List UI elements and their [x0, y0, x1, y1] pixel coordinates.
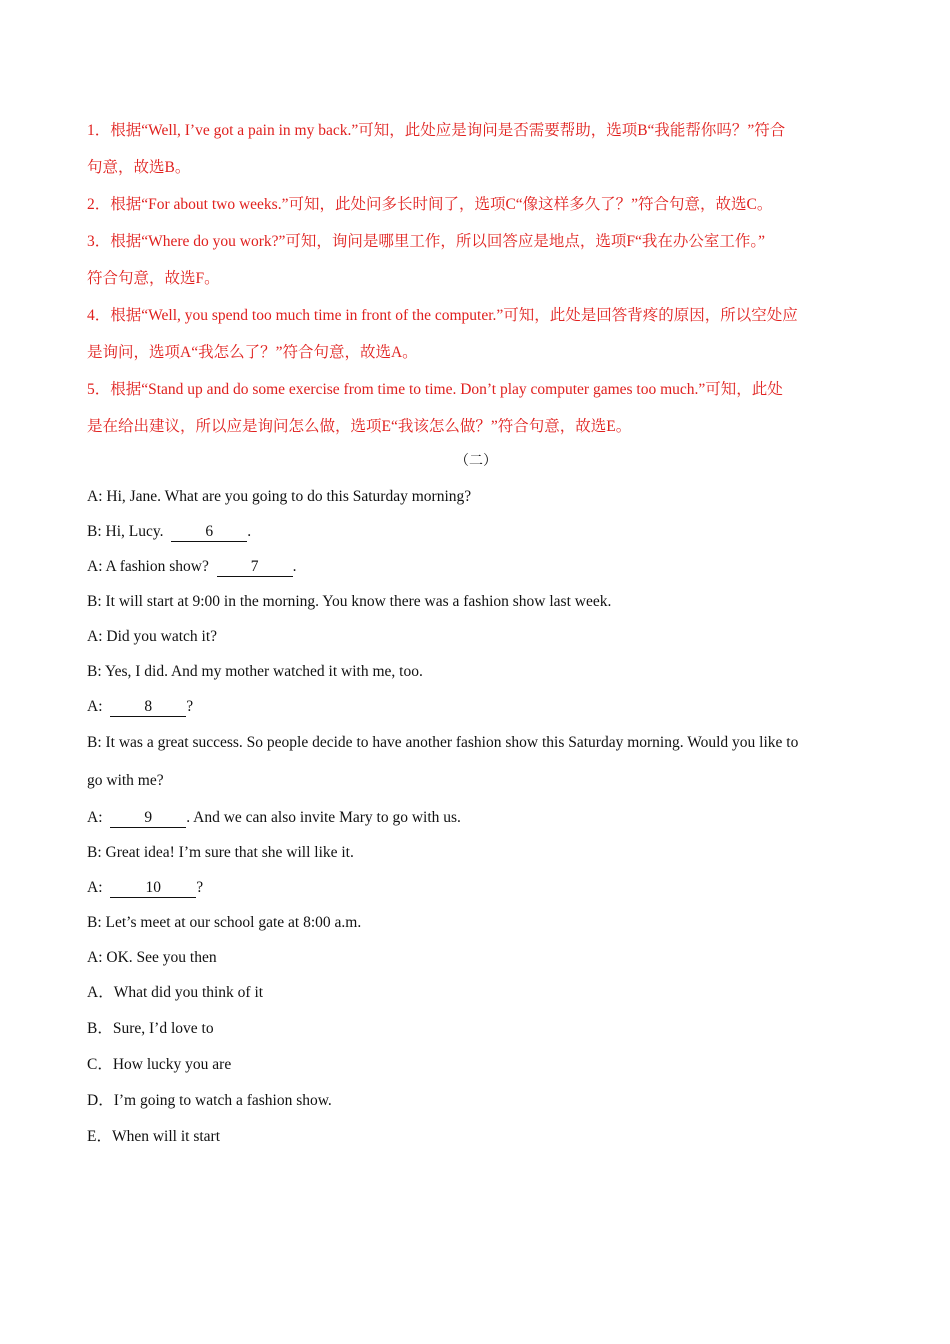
- option-c: C．How lucky you are: [87, 1056, 232, 1073]
- blank-6: 6: [171, 523, 247, 542]
- explanations-block: [87, 112, 865, 445]
- blank-8: 8: [110, 698, 186, 717]
- explanation-2-line-1: 2．根据“For about two weeks.”可知，此处问多长时间了，选项C“像这样多久了？”符合句意，故选C。: [87, 196, 773, 213]
- dialogue-line-3-end: .: [292, 558, 297, 575]
- dialogue-line-10: B: Great idea! I’m sure that she will like it.: [87, 844, 354, 861]
- dialogue-line-12: B: Let’s meet at our school gate at 8:00 a.m.: [87, 914, 362, 931]
- dialogue-line-11-end: ?: [196, 879, 204, 896]
- dialogue-line-3: [87, 549, 865, 584]
- blank-9: 9: [110, 809, 186, 828]
- dialogue-line-8b: go with me?: [87, 772, 164, 789]
- explanation-1-line-2: 句意，故选B。: [87, 159, 191, 176]
- dialogue-line-13: A: OK. See you then: [87, 949, 217, 966]
- section-title: （二）: [455, 454, 497, 469]
- dialogue-line-5: A: Did you watch it?: [87, 628, 218, 645]
- option-b: B．Sure, I’d love to: [87, 1020, 214, 1037]
- dialogue-line-7: [87, 689, 865, 724]
- dialogue-line-7-text: A:: [87, 698, 111, 715]
- option-a: A．What did you think of it: [87, 984, 264, 1001]
- blank-10: 10: [110, 879, 196, 898]
- explanation-4-line-1: 4．根据“Well, you spend too much time in front of the computer.”可知，此处是回答背疼的原因，所以空处应: [87, 307, 798, 324]
- explanation-5-line-2: 是在给出建议，所以应是询问怎么做，选项E“我该怎么做？”符合句意，故选E。: [87, 418, 632, 435]
- document-page: [87, 112, 865, 1155]
- explanation-5-line-1: 5．根据“Stand up and do some exercise from time to time. Don’t play computer games too much.”可知，此处: [87, 381, 783, 398]
- dialogue-line-8a: B: It was a great success. So people decide to have another fashion show this Saturday morning. Would you like to: [87, 734, 799, 751]
- explanation-4-line-2: 是询问，选项A“我怎么了？”符合句意，故选A。: [87, 344, 418, 361]
- options-block: [87, 975, 865, 1155]
- dialogue-line-9: [87, 800, 865, 835]
- dialogue-line-9-end: . And we can also invite Mary to go with us.: [186, 809, 461, 826]
- blank-7: 7: [217, 558, 293, 577]
- dialogue-line-2-end: .: [247, 523, 252, 540]
- dialogue-line-9-text: A:: [87, 809, 111, 826]
- explanation-1-line-1: 1．根据“Well, I’ve got a pain in my back.”可知，此处应是询问是否需要帮助，选项B“我能帮你吗？”符合: [87, 122, 786, 139]
- dialogue-block: [87, 479, 865, 975]
- option-d: D．I’m going to watch a fashion show.: [87, 1092, 332, 1109]
- dialogue-line-1: A: Hi, Jane. What are you going to do this Saturday morning?: [87, 488, 472, 505]
- explanation-3-line-1: 3．根据“Where do you work?”可知，询问是哪里工作，所以回答应是地点，选项F“我在办公室工作。”: [87, 233, 766, 250]
- dialogue-line-11-text: A:: [87, 879, 111, 896]
- option-e: E．When will it start: [87, 1128, 221, 1145]
- dialogue-line-2: [87, 514, 865, 549]
- dialogue-line-2-text: B: Hi, Lucy.: [87, 523, 172, 540]
- dialogue-line-7-end: ?: [186, 698, 194, 715]
- explanation-3-line-2: 符合句意，故选F。: [87, 270, 220, 287]
- dialogue-line-6: B: Yes, I did. And my mother watched it with me, too.: [87, 663, 423, 680]
- dialogue-line-4: B: It will start at 9:00 in the morning. You know there was a fashion show last week.: [87, 593, 612, 610]
- dialogue-line-3-text: A: A fashion show?: [87, 558, 217, 575]
- dialogue-line-11: [87, 870, 865, 905]
